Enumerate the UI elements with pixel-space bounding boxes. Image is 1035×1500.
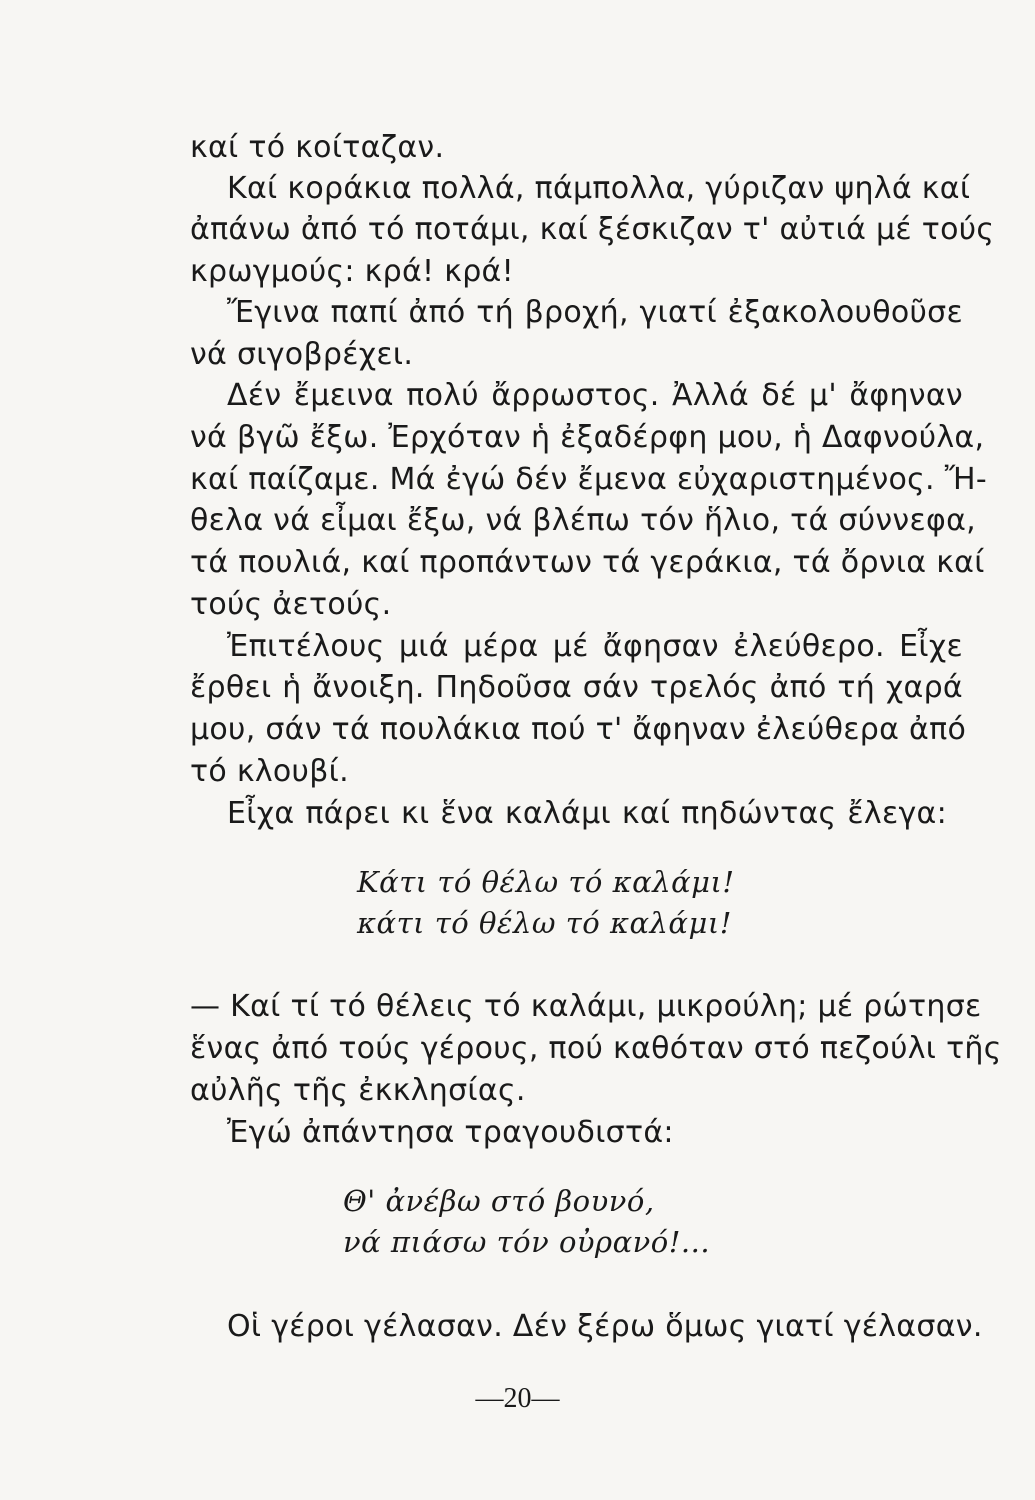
text-line: τά πουλιά, καί προπάντων τά γεράκια, τά ὄρνια καί <box>190 545 985 580</box>
text-line: θελα νά εἶμαι ἔξω, νά βλέπω τόν ἥλιο, τά σύννεφα, <box>190 503 976 538</box>
page-number: —20— <box>475 1383 560 1414</box>
text-line: Δέν ἔμεινα πολύ ἄρρωστος. Ἀλλά δέ μ' ἄφηναν <box>227 378 963 413</box>
text-line: καί παίζαμε. Μά ἐγώ δέν ἔμενα εὐχαριστημένος. Ἤ- <box>190 462 987 497</box>
text-line: Καί κοράκια πολλά, πάμπολλα, γύριζαν ψηλά καί <box>227 171 971 206</box>
text-line: νά σιγοβρέχει. <box>190 337 414 372</box>
verse-line: Θ' ἀνέβω στό βουνό, <box>343 1184 655 1218</box>
text-line: τό κλουβί. <box>190 754 349 789</box>
text-line: Ἐγώ ἀπάντησα τραγουδιστά: <box>227 1115 674 1150</box>
text-line: τούς ἀετούς. <box>190 587 392 622</box>
text-line: μου, σάν τά πουλάκια πού τ' ἄφηναν ἐλεύθερα ἀπό <box>190 712 967 747</box>
text-line: Ἐπιτέλους μιά μέρα μέ ἄφησαν ἐλεύθερο. Εἶχε <box>227 629 963 664</box>
text-line: καί τό κοίταζαν. <box>190 130 445 165</box>
text-line: ἔρθει ἡ ἄνοιξη. Πηδοῦσα σάν τρελός ἀπό τή χαρά <box>190 670 963 705</box>
text-line: Εἶχα πάρει κι ἕνα καλάμι καί πηδώντας ἔλεγα: <box>227 796 947 831</box>
text-line: — Καί τί τό θέλεις τό καλάμι, μικρούλη; μέ ρώτησε <box>190 989 982 1024</box>
text-line: κρωγμούς: κρά! κρά! <box>190 254 514 289</box>
verse-line: νά πιάσω τόν οὐρανό!... <box>343 1225 711 1259</box>
text-line: Ἔγινα παπί ἀπό τή βροχή, γιατί ἐξακολουθοῦσε <box>227 295 963 330</box>
text-line: ἕνας ἀπό τούς γέρους, πού καθόταν στό πεζούλι τῆς <box>190 1031 1002 1066</box>
text-line: Οἱ γέροι γέλασαν. Δέν ξέρω ὅμως γιατί γέλασαν. <box>227 1309 983 1344</box>
verse-line: κάτι τό θέλω τό καλάμι! <box>357 906 732 940</box>
verse-line: Κάτι τό θέλω τό καλάμι! <box>357 865 735 899</box>
text-line: νά βγῶ ἔξω. Ἐρχόταν ἡ ἐξαδέρφη μου, ἡ Δαφνούλα, <box>190 420 985 455</box>
text-line: αὐλῆς τῆς ἐκκλησίας. <box>190 1073 526 1108</box>
text-line: ἀπάνω ἀπό τό ποτάμι, καί ξέσκιζαν τ' αὐτιά μέ τούς <box>190 212 995 247</box>
